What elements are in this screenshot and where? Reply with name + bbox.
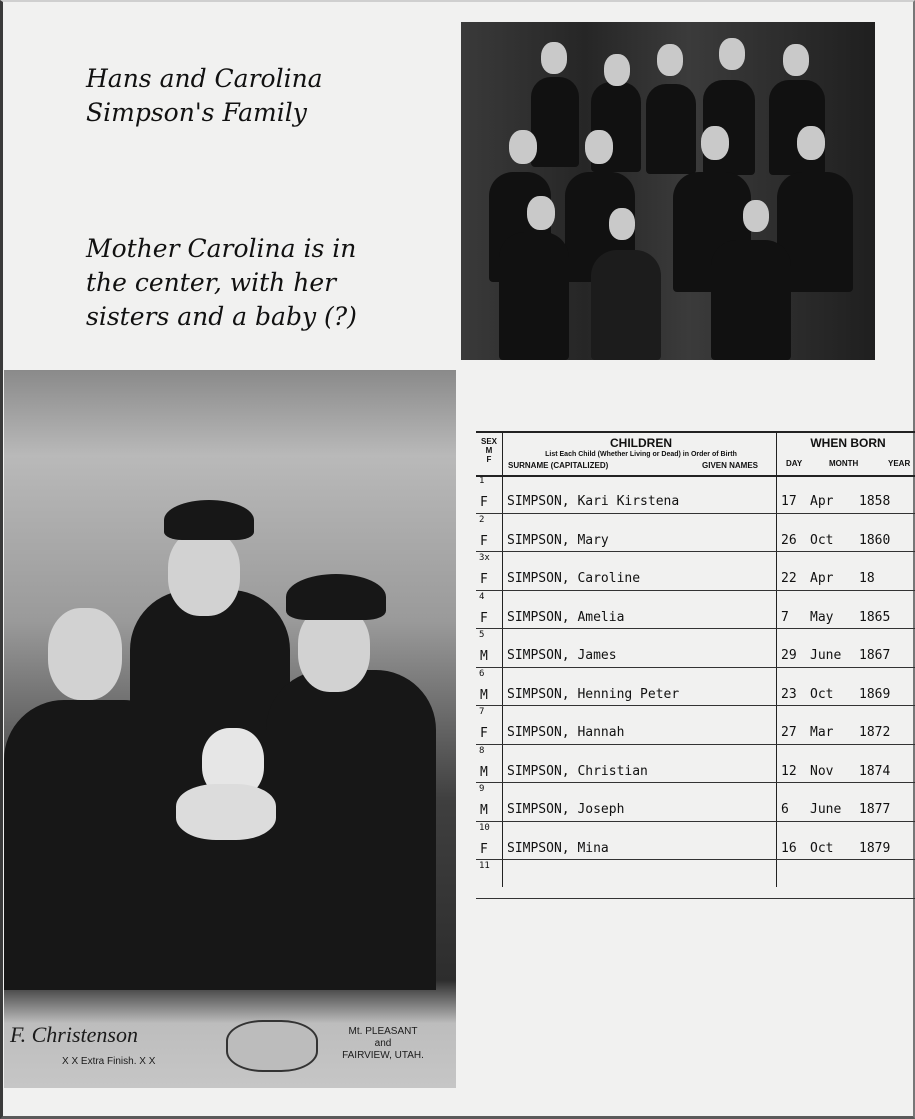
- row-birth-year: 1877: [859, 802, 891, 817]
- cabinet-card-photo: [4, 370, 456, 1088]
- row-birth-month: Nov: [810, 763, 834, 779]
- mount-location-line2: and: [374, 1038, 392, 1049]
- row-birth-day: 7: [781, 609, 789, 625]
- caption-note-line1: Mother Carolina is in: [86, 234, 357, 263]
- photo-figure: [499, 232, 569, 360]
- row-sex: F: [480, 572, 488, 587]
- photo-hair: [164, 500, 254, 540]
- row-birth-day: 12: [781, 763, 797, 779]
- header-when-born: WHEN BORN: [810, 436, 886, 450]
- table-row: [476, 860, 915, 899]
- row-birth-year: 1869: [859, 686, 891, 702]
- row-number: 2: [479, 514, 485, 525]
- photo-figure: [711, 240, 791, 360]
- row-child-name: SIMPSON, Christian: [507, 763, 648, 779]
- family-group-photo: [461, 22, 875, 360]
- row-birth-month: Oct: [810, 686, 834, 702]
- photo-figure: [591, 250, 661, 360]
- row-sex: M: [480, 649, 488, 664]
- header-children: CHILDREN: [610, 436, 672, 450]
- row-birth-month: Mar: [810, 725, 834, 740]
- table-row: [476, 822, 915, 861]
- header-sex-label: SEX: [480, 437, 497, 446]
- photographer-signature: F. Christenson: [10, 1022, 138, 1047]
- photo-baby-gown: [176, 784, 276, 840]
- row-sex: F: [480, 841, 488, 857]
- row-birth-month: May: [810, 609, 834, 625]
- photo-face: [719, 38, 745, 70]
- photo-face: [585, 130, 613, 164]
- header-surname: SURNAME (CAPITALIZED): [508, 461, 609, 470]
- header-sex-m: M: [485, 446, 493, 455]
- row-sex: M: [480, 803, 488, 818]
- mother-caption: [86, 232, 446, 334]
- header-sex-f: F: [486, 455, 492, 464]
- photo-face: [783, 44, 809, 76]
- photo-face: [541, 42, 567, 74]
- row-sex: M: [480, 687, 488, 703]
- table-row: [476, 552, 915, 591]
- row-number: 3x: [479, 553, 490, 563]
- header-children-sub: List Each Child (Whether Living or Dead) in Order of Birth: [545, 451, 737, 458]
- photo-figure: [266, 670, 436, 990]
- row-sex: F: [480, 610, 488, 626]
- photo-face: [48, 608, 122, 700]
- row-number: 6: [479, 668, 485, 679]
- photo-face: [657, 44, 683, 76]
- header-year: YEAR: [888, 459, 911, 468]
- caption-note-line3: sisters and a baby (?): [86, 302, 357, 331]
- row-birth-day: 26: [781, 532, 797, 548]
- row-child-name: SIMPSON, Caroline: [507, 571, 641, 586]
- header-given-names: GIVEN NAMES: [702, 461, 759, 470]
- children-register-table: [476, 431, 915, 889]
- family-caption: [86, 62, 446, 130]
- table-row: [476, 783, 915, 822]
- row-number: 11: [479, 861, 490, 871]
- photo-figure: [646, 84, 696, 174]
- mount-location-line3: FAIRVIEW, UTAH.: [342, 1050, 424, 1061]
- row-birth-year: 18: [859, 571, 875, 586]
- row-birth-month: Oct: [810, 840, 834, 856]
- register-rows: [476, 475, 915, 899]
- row-birth-year: 1879: [859, 840, 891, 856]
- table-row: [476, 668, 915, 707]
- row-birth-month: June: [810, 648, 842, 663]
- row-birth-day: 6: [781, 802, 789, 817]
- row-birth-year: 1865: [859, 609, 891, 625]
- caption-note-line2: the center, with her: [86, 268, 337, 297]
- mount-finish-text: X X Extra Finish. X X: [62, 1056, 156, 1067]
- caption-title-line1: Hans and Carolina: [86, 64, 323, 93]
- row-child-name: SIMPSON, Mina: [507, 840, 609, 856]
- row-child-name: SIMPSON, Mary: [507, 532, 609, 548]
- row-number: 9: [479, 784, 485, 794]
- row-birth-month: Apr: [810, 494, 834, 509]
- photo-face: [701, 126, 729, 160]
- mount-location: [328, 1026, 438, 1062]
- row-birth-day: 23: [781, 686, 797, 702]
- row-sex: F: [480, 726, 488, 741]
- row-birth-month: June: [810, 802, 842, 817]
- row-birth-year: 1858: [859, 494, 891, 509]
- mount-crest-emblem: [226, 1020, 318, 1072]
- row-child-name: SIMPSON, Joseph: [507, 802, 625, 817]
- row-number: 1: [479, 476, 485, 486]
- photo-face: [604, 54, 630, 86]
- photo-hair: [286, 574, 386, 620]
- table-row: [476, 514, 915, 553]
- table-row: [476, 706, 915, 745]
- row-birth-year: 1867: [859, 648, 891, 663]
- photo-face: [743, 200, 769, 232]
- row-child-name: SIMPSON, Amelia: [507, 609, 625, 625]
- row-sex: F: [480, 533, 488, 549]
- row-birth-day: 22: [781, 571, 797, 586]
- table-row: [476, 475, 915, 514]
- photo-face: [527, 196, 555, 230]
- register-header: [476, 431, 915, 477]
- row-child-name: SIMPSON, Kari Kirstena: [507, 494, 680, 509]
- photo-face: [168, 530, 240, 616]
- row-birth-day: 16: [781, 840, 797, 856]
- row-birth-year: 1872: [859, 725, 891, 740]
- photo-face: [509, 130, 537, 164]
- table-row: [476, 629, 915, 668]
- row-birth-month: Oct: [810, 532, 834, 548]
- table-row: [476, 591, 915, 630]
- caption-title-line2: Simpson's Family: [86, 98, 307, 127]
- mount-location-line1: Mt. PLEASANT: [348, 1026, 418, 1037]
- row-birth-year: 1860: [859, 532, 891, 548]
- row-birth-month: Apr: [810, 571, 834, 586]
- row-birth-day: 29: [781, 648, 797, 663]
- row-sex: F: [480, 495, 488, 510]
- row-birth-day: 17: [781, 494, 797, 509]
- row-child-name: SIMPSON, James: [507, 648, 617, 663]
- photo-face: [797, 126, 825, 160]
- row-number: 4: [479, 591, 485, 602]
- header-day: DAY: [786, 459, 803, 468]
- row-number: 10: [479, 822, 490, 833]
- table-row: [476, 745, 915, 784]
- row-birth-year: 1874: [859, 763, 891, 779]
- header-sex: [480, 437, 498, 464]
- row-child-name: SIMPSON, Hannah: [507, 725, 625, 740]
- row-number: 8: [479, 745, 485, 756]
- row-number: 5: [479, 630, 485, 640]
- row-child-name: SIMPSON, Henning Peter: [507, 686, 680, 702]
- header-month: MONTH: [829, 459, 859, 468]
- photo-face: [609, 208, 635, 240]
- photo-figure: [531, 77, 579, 167]
- row-number: 7: [479, 707, 485, 717]
- row-birth-day: 27: [781, 725, 797, 740]
- row-sex: M: [480, 764, 488, 780]
